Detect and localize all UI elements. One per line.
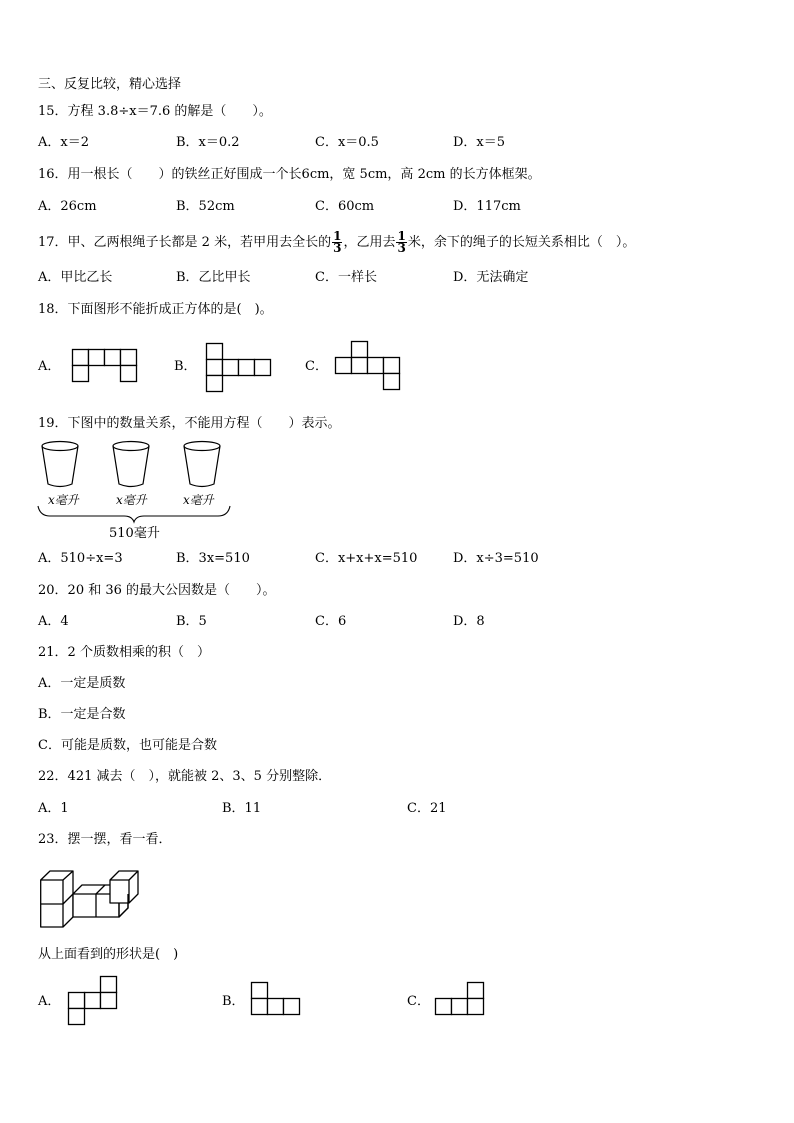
q16-option-d[interactable]: D．117cm	[453, 199, 521, 214]
total-label: 510毫升	[109, 526, 160, 541]
net-square	[255, 360, 271, 376]
question-16-stem: 16．用一根长（ ）的铁丝正好围成一个长6cm，宽 5cm，高 2cm 的长方体框架。	[38, 167, 541, 182]
q18-net-a-figure[interactable]	[72, 349, 138, 383]
q18-net-c-figure[interactable]	[335, 341, 405, 391]
q16-option-c[interactable]: C．60cm	[315, 199, 375, 214]
q19-option-a[interactable]: A．510÷x=3	[38, 551, 123, 566]
net-square	[207, 344, 223, 360]
question-18-stem: 18．下面图形不能折成正方体的是( )。	[38, 302, 273, 317]
net-square	[384, 374, 400, 390]
q17-option-d[interactable]: D．无法确定	[453, 270, 529, 285]
question-22-stem: 22．421 减去（ ），就能被 2、3、5 分别整除．	[38, 769, 332, 784]
cube-stack-figure	[40, 868, 144, 930]
cups-figure	[36, 440, 236, 520]
q21-option-a[interactable]: A．一定是质数	[38, 676, 126, 691]
q20-option-a[interactable]: A．4	[38, 614, 69, 629]
question-21-stem: 21．2 个质数相乘的积（ ）	[38, 645, 210, 660]
fraction-denominator: 3	[333, 241, 342, 255]
view-square	[69, 993, 85, 1009]
q20-option-c[interactable]: C．6	[315, 614, 347, 629]
q15-option-c[interactable]: C．x＝0.5	[315, 135, 379, 150]
view-square	[252, 999, 268, 1015]
fraction-numerator: 1	[333, 229, 342, 243]
q19-option-d[interactable]: D．x÷3=510	[453, 551, 539, 566]
view-square	[452, 999, 468, 1015]
q17-option-b[interactable]: B．乙比甲长	[176, 270, 251, 285]
q17-option-a[interactable]: A．甲比乙长	[38, 270, 113, 285]
cup-label: x毫升	[48, 493, 79, 507]
q16-option-a[interactable]: A．26cm	[38, 199, 97, 214]
q19-option-b[interactable]: B．3x=510	[176, 551, 250, 566]
net-square	[105, 350, 121, 366]
view-square	[436, 999, 452, 1015]
view-square	[252, 983, 268, 999]
net-square	[89, 350, 105, 366]
cup-icon	[113, 442, 149, 487]
view-square	[468, 983, 484, 999]
q15-option-a[interactable]: A．x＝2	[38, 135, 89, 150]
q23-view-c-figure[interactable]	[435, 982, 487, 1018]
cup-label: x毫升	[116, 493, 147, 507]
net-square	[223, 360, 239, 376]
net-square	[207, 376, 223, 392]
question-15-stem: 15．方程 3.8÷x＝7.6 的解是（ ）。	[38, 104, 272, 119]
brace	[38, 506, 230, 522]
q17-option-c[interactable]: C．一样长	[315, 270, 377, 285]
net-square	[352, 342, 368, 358]
net-square	[121, 350, 137, 366]
section-title: 三、反复比较，精心选择	[38, 77, 182, 92]
view-square	[85, 993, 101, 1009]
fraction-denominator: 3	[397, 241, 406, 255]
net-square	[207, 360, 223, 376]
view-square	[284, 999, 300, 1015]
net-square	[336, 358, 352, 374]
q17-stem-part-2: ，乙用去	[343, 235, 396, 250]
question-20-stem: 20．20 和 36 的最大公因数是（ ）。	[38, 583, 276, 598]
q15-option-d[interactable]: D．x＝5	[453, 135, 506, 150]
net-square	[368, 358, 384, 374]
q23-view-a-figure[interactable]	[68, 976, 120, 1028]
q17-stem-part-1: 17．甲、乙两根绳子长都是 2 米，若甲用去全长的	[38, 235, 332, 250]
fraction-one-third	[332, 231, 342, 254]
net-square	[352, 358, 368, 374]
view-square	[101, 993, 117, 1009]
net-square	[121, 366, 137, 382]
view-square	[468, 999, 484, 1015]
question-23-subquestion: 从上面看到的形状是( )	[38, 947, 179, 962]
q20-option-d[interactable]: D．8	[453, 614, 485, 629]
net-square	[384, 358, 400, 374]
q22-option-a[interactable]: A．1	[38, 801, 69, 816]
q22-option-c[interactable]: C．21	[407, 801, 447, 816]
q18-option-b[interactable]: B．	[174, 359, 197, 374]
q23-option-a[interactable]: A．	[38, 994, 61, 1009]
q18-option-a[interactable]: A．	[38, 359, 61, 374]
q17-stem-part-3: 米，余下的绳子的长短关系相比（ ）。	[407, 235, 636, 250]
net-square	[73, 366, 89, 382]
cup-icon	[42, 442, 78, 487]
question-17-stem	[38, 228, 635, 258]
q19-option-c[interactable]: C．x+x+x=510	[315, 551, 418, 566]
net-square	[73, 350, 89, 366]
q16-option-b[interactable]: B．52cm	[176, 199, 235, 214]
cup-label: x毫升	[183, 493, 214, 507]
cup-icon	[184, 442, 220, 487]
question-23-stem: 23．摆一摆，看一看．	[38, 832, 172, 847]
q23-view-b-figure[interactable]	[251, 982, 303, 1018]
q21-option-c[interactable]: C．可能是质数，也可能是合数	[38, 738, 217, 753]
q18-option-c[interactable]: C．	[305, 359, 328, 374]
q21-option-b[interactable]: B．一定是合数	[38, 707, 126, 722]
q22-option-b[interactable]: B．11	[222, 801, 262, 816]
view-square	[69, 1009, 85, 1025]
q15-option-b[interactable]: B．x＝0.2	[176, 135, 240, 150]
view-square	[268, 999, 284, 1015]
q18-net-b-figure[interactable]	[206, 343, 272, 393]
q23-option-c[interactable]: C．	[407, 994, 430, 1009]
view-square	[101, 977, 117, 993]
question-19-stem: 19．下图中的数量关系，不能用方程（ ）表示。	[38, 416, 341, 431]
q20-option-b[interactable]: B．5	[176, 614, 207, 629]
fraction-numerator: 1	[397, 229, 406, 243]
net-square	[239, 360, 255, 376]
fraction-one-third	[396, 231, 406, 254]
q23-option-b[interactable]: B．	[222, 994, 245, 1009]
